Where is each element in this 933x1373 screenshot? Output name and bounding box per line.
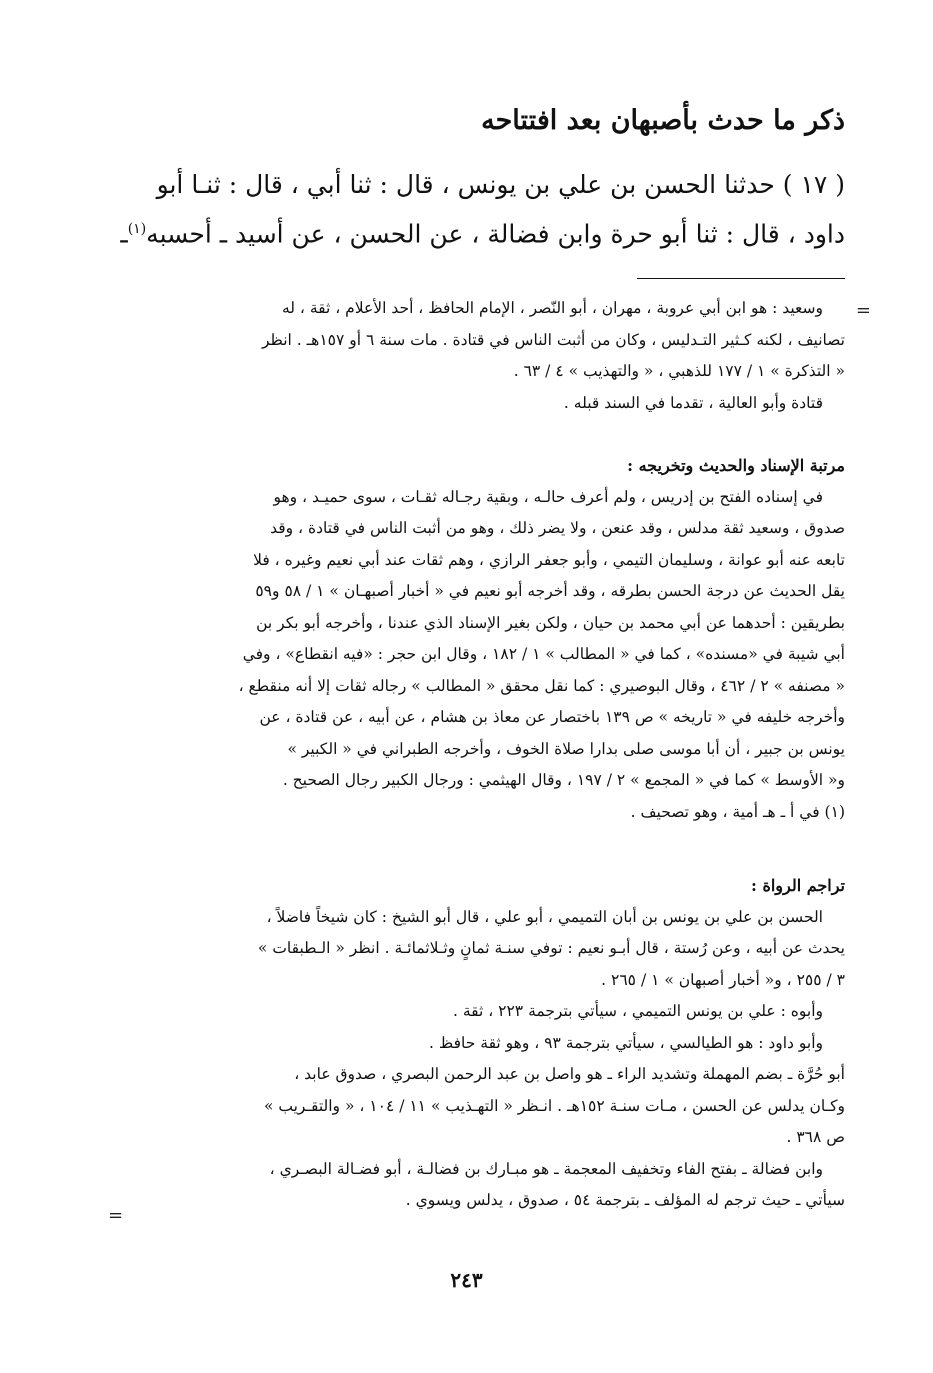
narrator-line: وأبو داود : هو الطيالسي ، سيأتي بترجمة ٩٣ ، وهو ثقة حافظ .: [429, 1033, 823, 1052]
narrator-line: الحسن بن علي بن يونس بن أبان التميمي ، أبو علي ، قال أبو الشيخ : كان شيخاً فاضلاً ،: [266, 907, 823, 926]
narrator-line: ص ٣٦٨ .: [786, 1128, 845, 1146]
page-number: ٢٤٣: [450, 1268, 483, 1292]
isnad-rank-line: بطريقين : أحدهما عن أبي محمد بن حيان ، ولكن بغير الإسناد الذي عندنا ، وأخرجه أبو بكر بن: [256, 613, 845, 632]
hadith-line-1: ( ١٧ ) حدثنا الحسن بن علي بن يونس ، قال : ثنا أبي ، قال : ثنـا أبو: [156, 170, 845, 199]
previous-narrator-line: تصانيف ، لكنه كـثير التـدليس ، وكان من أثبت الناس في قتادة . مات سنة ٦ أو ١٥٧هـ . انظر: [261, 330, 845, 349]
previous-narrators-block: [133, 293, 845, 419]
narrator-line: سيأتي ـ حيث ترجم له المؤلف ـ بترجمة ٥٤ ، صدوق ، يدلس ويسوي .: [405, 1191, 845, 1209]
isnad-rank-line: أبي شيبة في «مسنده» ، كما في « المطالب » ١ / ١٨٢ ، وقال ابن حجر : «فيه انقطاع» ، وفي: [242, 645, 845, 663]
continuation-mark-bottom: =: [108, 1205, 124, 1226]
narrators-biographies-block: [133, 870, 845, 1217]
isnad-rank-line: وأخرجه خليفه في « تاريخه » ص ١٣٩ باختصار عن معاذ بن هشام ، عن أبيه ، عن قتادة ، عن: [259, 708, 845, 726]
previous-narrator-line: وسعيد : هو ابن أبي عروبة ، مهران ، أبو النّصر ، الإمام الحافظ ، أحد الأعلام ، ثقة ، له: [281, 299, 823, 317]
footnote-reference: (١): [127, 221, 147, 237]
hadith-line-2-tail: ـ: [120, 219, 128, 249]
isnad-rank-block: [133, 450, 845, 828]
narrator-line: أبو حُرَّة ـ بضم المهملة وتشديد الراء ـ هو واصل بن عبد الرحمن البصري ، صدوق عابد ،: [294, 1065, 845, 1083]
previous-narrator-line: « التذكرة » ١ / ١٧٧ للذهبي ، « والتهذيب » ٤ / ٦٣ .: [513, 362, 845, 380]
narrators-heading: تراجم الرواة :: [750, 876, 845, 895]
previous-narrator-line: قتادة وأبو العالية ، تقدما في السند قبله .: [563, 393, 823, 412]
footnote-separator: [637, 278, 845, 279]
isnad-rank-line: في إسناده الفتح بن إدريس ، ولم أعرف حالـه ، وبقية رجـاله ثقـات ، سوى حميـد ، وهو: [273, 487, 823, 506]
narrator-line: وابن فضالة ـ بفتح الفاء وتخفيف المعجمة ـ هو مبـارك بن فضالـة ، أبو فضـالة البصـري ،: [269, 1159, 823, 1178]
hadith-line-2-text: داود ، قال : ثنا أبو حرة وابن فضالة ، عن الحسن ، عن أسيد ـ أحسبه: [146, 219, 845, 249]
narrator-line: وكـان يدلس عن الحسن ، مـات سنـة ١٥٢هـ . انـظر « التهـذيب » ١١ / ١٠٤ ، « والتقـريب »: [263, 1096, 845, 1115]
isnad-rank-line: « مصنفه » ٢ / ٤٦٢ ، وقال البوصيري : كما نقل محقق « المطالب » رجاله ثقات إلا أنه منقطع ،: [238, 676, 845, 695]
isnad-rank-line: يقل الحديث عن درجة الحسن بطرقه ، وقد أخرجه أبو نعيم في « أخبار أصبهـان » ١ / ٥٨ و٥٩: [255, 582, 845, 600]
narrator-line: وأبوه : علي بن يونس التميمي ، سيأتي بترجمة ٢٢٣ ، ثقة .: [452, 1002, 823, 1020]
isnad-rank-heading: مرتبة الإسناد والحديث وتخريجه :: [627, 456, 845, 475]
isnad-rank-line: صدوق ، وسعيد ثقة مدلس ، وقد عنعن ، ولا يضر ذلك ، وهو من أثبت الناس في قتادة ، وقد: [270, 519, 845, 537]
footnote-text: (١) في أ ـ هـ أمية ، وهو تصحيف .: [630, 802, 845, 821]
narrator-line: ٣ / ٢٥٥ ، و« أخبار أصبهان » ١ / ٢٦٥ .: [601, 970, 845, 989]
hadith-main-text: [120, 162, 845, 256]
isnad-rank-line: تابعه عنه أبو عوانة ، وسليمان التيمي ، وأبو جعفر الرازي ، وهم ثقات عند أبي نعيم وغيره ، فلا: [253, 550, 845, 569]
hadith-line-2: [120, 207, 845, 256]
chapter-heading: ذكر ما حدث بأصبهان بعد افتتاحه: [481, 105, 845, 136]
narrator-line: يحدث عن أبيه ، وعن رُستة ، قال أبـو نعيم : توفي سنـة ثمانٍ وثـلاثمائـة . انظر « الـطبقات »: [257, 939, 845, 957]
isnad-rank-line: و« الأوسط » كما في « المجمع » ٢ / ١٩٧ ، وقال الهيثمي : ورجال الكبير رجال الصحيح .: [282, 771, 845, 789]
isnad-rank-line: يونس بن جبير ، أن أبا موسى صلى بدارا صلاة الخوف ، وأخرجه الطبراني في « الكبير »: [287, 739, 845, 758]
continuation-mark-top: =: [855, 300, 871, 321]
